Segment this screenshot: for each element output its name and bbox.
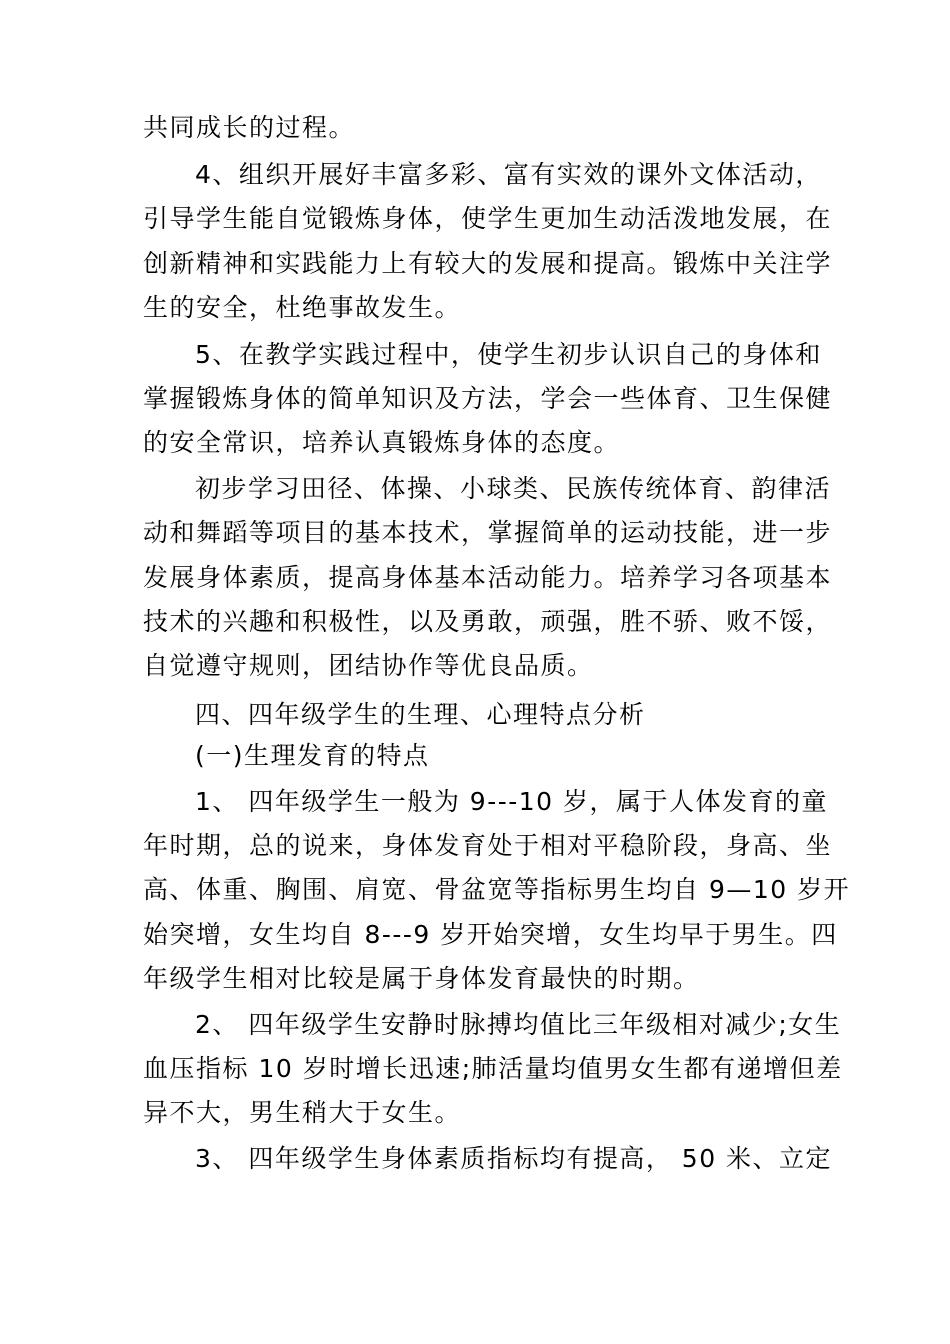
text-line: 年时期，总的说来，身体发育处于相对平稳阶段，身高、坐 bbox=[143, 831, 833, 860]
text-line: 1、 四年级学生一般为 9---10 岁，属于人体发育的童 bbox=[195, 787, 829, 816]
text-line: 高、体重、胸围、肩宽、骨盆宽等指标男生均自 9—10 岁开 bbox=[143, 875, 851, 904]
text-line: 3、 四年级学生身体素质指标均有提高， 50 米、立定 bbox=[195, 1144, 833, 1173]
text-line: 自觉遵守规则，团结协作等优良品质。 bbox=[143, 651, 594, 680]
text-line: 4、组织开展好丰富多彩、富有实效的课外文体活动， bbox=[195, 160, 822, 189]
subsection-heading: (一)生理发育的特点 bbox=[195, 741, 430, 770]
text-line: 技术的兴趣和积极性，以及勇敢，顽强，胜不骄、败不馁， bbox=[143, 607, 833, 636]
text-line: 的安全常识，培养认真锻炼身体的态度。 bbox=[143, 428, 621, 457]
text-line: 初步学习田径、体操、小球类、民族传统体育、韵律活 bbox=[195, 474, 832, 503]
text-line: 血压指标 10 岁时增长迅速;肺活量均值男女生都有递增但差 bbox=[143, 1054, 843, 1083]
text-line: 生的安全，杜绝事故发生。 bbox=[143, 293, 462, 322]
text-line: 引导学生能自觉锻炼身体，使学生更加生动活泼地发展，在 bbox=[143, 204, 833, 233]
text-line: 掌握锻炼身体的简单知识及方法，学会一些体育、卫生保健 bbox=[143, 384, 833, 413]
text-line: 共同成长的过程。 bbox=[143, 113, 356, 142]
text-line: 年级学生相对比较是属于身体发育最快的时期。 bbox=[143, 964, 700, 993]
text-line: 5、在教学实践过程中，使学生初步认识自己的身体和 bbox=[195, 340, 822, 369]
text-line: 2、 四年级学生安静时脉搏均值比三年级相对减少;女生 bbox=[195, 1010, 842, 1039]
text-line: 发展身体素质，提高身体基本活动能力。培养学习各项基本 bbox=[143, 563, 833, 592]
text-line: 创新精神和实践能力上有较大的发展和提高。锻炼中关注学 bbox=[143, 249, 833, 278]
section-heading: 四、四年级学生的生理、心理特点分析 bbox=[195, 700, 646, 729]
text-line: 动和舞蹈等项目的基本技术，掌握简单的运动技能，进一步 bbox=[143, 518, 833, 547]
text-line: 始突增，女生均自 8---9 岁开始突增，女生均早于男生。四 bbox=[143, 920, 838, 949]
text-line: 异不大，男生稍大于女生。 bbox=[143, 1098, 462, 1127]
